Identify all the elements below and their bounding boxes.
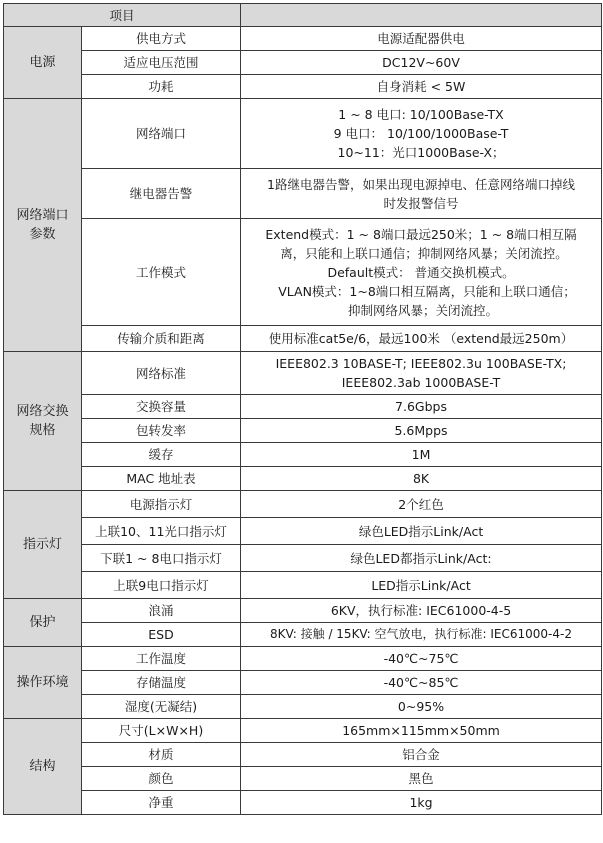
work-temp-value: -40℃~75℃ <box>241 647 602 671</box>
standard-line: IEEE802.3 10BASE-T; IEEE802.3u 100BASE-TX; <box>275 356 567 371</box>
surge-value: 6KV，执行标准: IEC61000-4-5 <box>241 599 602 623</box>
voltage-label: 适应电压范围 <box>82 51 241 75</box>
supply-value: 电源适配器供电 <box>241 27 602 51</box>
table-row <box>4 467 602 491</box>
material-value: 铝合金 <box>241 743 602 767</box>
weight-label: 净重 <box>82 791 241 815</box>
table-row <box>4 75 602 99</box>
table-row <box>4 647 602 671</box>
mode-line: Extend模式：1 ~ 8端口最远250米；1 ~ 8端口相互隔 <box>265 226 577 242</box>
consumption-value: 自身消耗 < 5W <box>241 75 602 99</box>
port-line: 10~11：光口1000Base-X； <box>337 145 505 160</box>
category-structure: 结构 <box>4 719 82 815</box>
storage-temp-value: -40℃~85℃ <box>241 671 602 695</box>
medium-label: 传输介质和距离 <box>82 326 241 352</box>
relay-label: 继电器告警 <box>82 169 241 219</box>
category-ports-line2: 参数 <box>29 227 56 242</box>
table-row <box>4 219 602 326</box>
category-environment: 操作环境 <box>4 647 82 719</box>
category-switching-line2: 规格 <box>29 423 56 438</box>
uplink-copper-led-value: LED指示Link/Act <box>241 572 602 599</box>
forwarding-value: 5.6Mpps <box>241 419 602 443</box>
supply-label: 供电方式 <box>82 27 241 51</box>
buffer-value: 1M <box>241 443 602 467</box>
table-row <box>4 719 602 743</box>
table-row <box>4 443 602 467</box>
table-row <box>4 491 602 518</box>
table-row <box>4 572 602 599</box>
mode-value <box>241 219 602 326</box>
table-row <box>4 419 602 443</box>
table-header-row <box>4 4 602 27</box>
mode-label: 工作模式 <box>82 219 241 326</box>
table-row <box>4 767 602 791</box>
port-line: 1 ~ 8 电口: 10/100Base-TX <box>338 107 504 122</box>
relay-line: 时发报警信号 <box>383 195 459 211</box>
category-switching-line1: 网络交换 <box>16 404 69 419</box>
category-ports-line1: 网络端口 <box>16 208 69 223</box>
power-led-value: 2个红色 <box>241 491 602 518</box>
spec-table <box>3 3 602 815</box>
downlink-led-label: 下联1 ~ 8电口指示灯 <box>82 545 241 572</box>
uplink-fiber-led-value: 绿色LED指示Link/Act <box>241 518 602 545</box>
table-row <box>4 51 602 75</box>
table-row <box>4 743 602 767</box>
mode-line: VLAN模式：1~8端口相互隔离，只能和上联口通信； <box>278 283 576 299</box>
color-label: 颜色 <box>82 767 241 791</box>
relay-value <box>241 169 602 219</box>
table-row <box>4 545 602 572</box>
table-row <box>4 395 602 419</box>
forwarding-label: 包转发率 <box>82 419 241 443</box>
work-temp-label: 工作温度 <box>82 647 241 671</box>
material-label: 材质 <box>82 743 241 767</box>
category-indicators: 指示灯 <box>4 491 82 599</box>
esd-label: ESD <box>82 623 241 647</box>
port-value <box>241 99 602 169</box>
storage-temp-label: 存储温度 <box>82 671 241 695</box>
size-value: 165mm×115mm×50mm <box>241 719 602 743</box>
category-protection: 保护 <box>4 599 82 647</box>
table-row <box>4 623 602 647</box>
capacity-label: 交换容量 <box>82 395 241 419</box>
table-row <box>4 27 602 51</box>
mode-line: Default模式： 普通交换机模式。 <box>327 264 515 280</box>
port-line: 9 电口： 10/100/1000Base-T <box>333 126 509 141</box>
table-row <box>4 99 602 169</box>
header-value <box>241 4 602 27</box>
table-row <box>4 326 602 352</box>
humidity-value: 0~95% <box>241 695 602 719</box>
humidity-label: 湿度(无凝结) <box>82 695 241 719</box>
relay-line: 1路继电器告警，如果出现电源掉电、任意网络端口掉线 <box>267 176 575 192</box>
standard-label: 网络标准 <box>82 352 241 395</box>
consumption-label: 功耗 <box>82 75 241 99</box>
table-row <box>4 671 602 695</box>
standard-value <box>241 352 602 395</box>
color-value: 黑色 <box>241 767 602 791</box>
downlink-led-value: 绿色LED都指示Link/Act: <box>241 545 602 572</box>
table-row <box>4 518 602 545</box>
mode-line: 抑制网络风暴；关闭流控。 <box>348 302 499 318</box>
header-item: 项目 <box>4 4 241 27</box>
table-row <box>4 791 602 815</box>
voltage-value: DC12V~60V <box>241 51 602 75</box>
power-led-label: 电源指示灯 <box>82 491 241 518</box>
category-switching <box>4 352 82 491</box>
buffer-label: 缓存 <box>82 443 241 467</box>
medium-value: 使用标准cat5e/6，最远100米 （extend最远250m） <box>241 326 602 352</box>
table-row <box>4 352 602 395</box>
esd-value: 8KV: 接触 / 15KV: 空气放电，执行标准: IEC61000-4-2 <box>241 623 602 647</box>
size-label: 尺寸(L×W×H) <box>82 719 241 743</box>
uplink-copper-led-label: 上联9电口指示灯 <box>82 572 241 599</box>
uplink-fiber-led-label: 上联10、11光口指示灯 <box>82 518 241 545</box>
capacity-value: 7.6Gbps <box>241 395 602 419</box>
weight-value: 1kg <box>241 791 602 815</box>
category-ports <box>4 99 82 352</box>
mac-value: 8K <box>241 467 602 491</box>
standard-line: IEEE802.3ab 1000BASE-T <box>341 375 501 390</box>
surge-label: 浪涌 <box>82 599 241 623</box>
table-row <box>4 169 602 219</box>
port-label: 网络端口 <box>82 99 241 169</box>
table-row <box>4 695 602 719</box>
mac-label: MAC 地址表 <box>82 467 241 491</box>
mode-line: 离，只能和上联口通信；抑制网络风暴；关闭流控。 <box>280 245 568 261</box>
category-power: 电源 <box>4 27 82 99</box>
table-row <box>4 599 602 623</box>
